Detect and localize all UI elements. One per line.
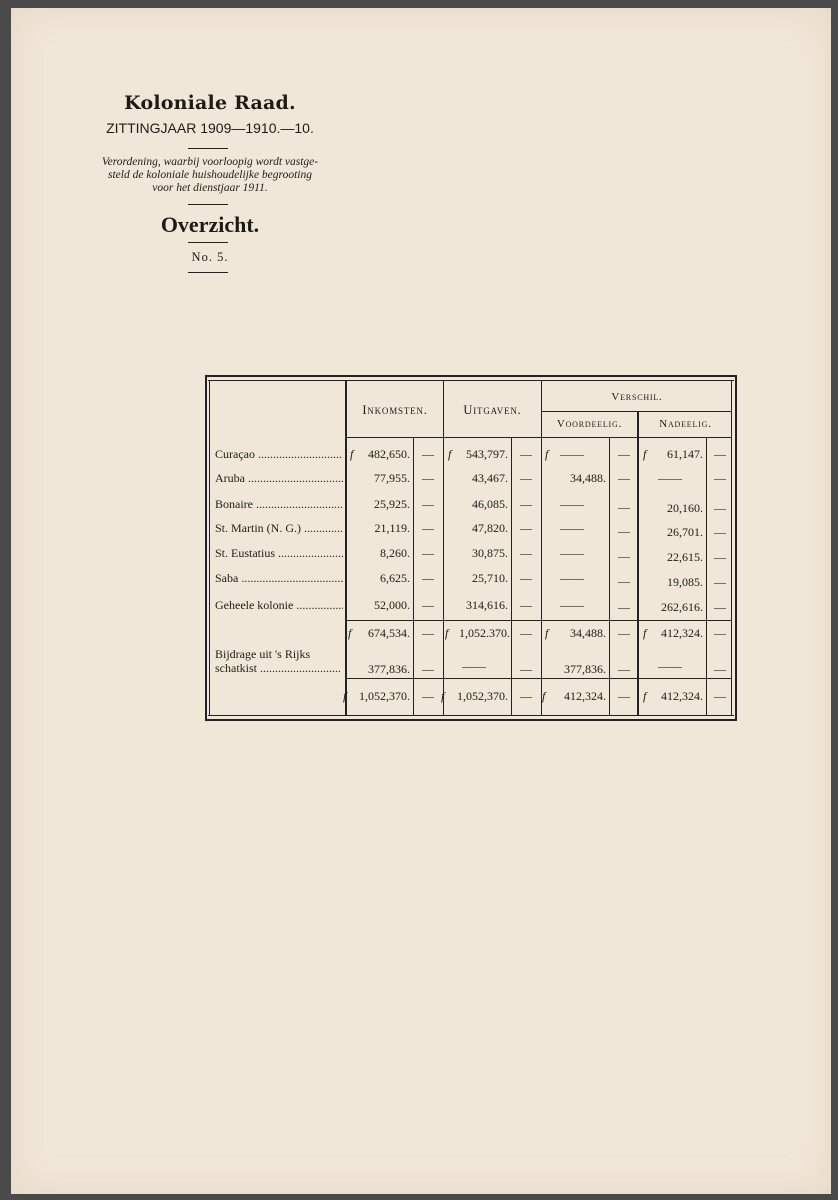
cell-dash: — bbox=[714, 501, 726, 515]
row-label: Aruba ..... bbox=[215, 471, 343, 486]
subtotal-voordeelig: 34,488. bbox=[570, 626, 606, 640]
subcol-separator bbox=[511, 438, 512, 716]
session-year: ZITTINGJAAR 1909—1910.—10. bbox=[106, 120, 314, 136]
cell-dash: — bbox=[520, 447, 532, 461]
bijdrage-label: schatkist ..... bbox=[215, 661, 340, 676]
cell-uitgaven: 25,710. bbox=[472, 571, 508, 585]
cell-dash: — bbox=[520, 626, 532, 640]
cell-inkomsten: 77,955. bbox=[374, 471, 410, 485]
cell-dash: — bbox=[422, 521, 434, 535]
cell-uitgaven: 314,616. bbox=[466, 598, 508, 612]
subtotal-uitgaven: 1,052.370. bbox=[459, 626, 510, 640]
cell-voordeelig: —— bbox=[560, 571, 584, 585]
header-verschil: Verschil. bbox=[611, 391, 663, 403]
cell-dash: — bbox=[618, 689, 630, 703]
cell-nadeelig: —— bbox=[658, 471, 682, 485]
cell-nadeelig: 262,616. bbox=[661, 600, 703, 614]
florin-sign: f bbox=[542, 689, 546, 703]
cell-dash: — bbox=[618, 524, 630, 538]
table-border-bottom bbox=[205, 719, 737, 721]
table-border-bottom-inner bbox=[208, 715, 734, 716]
total-inkomsten: 1,052,370. bbox=[359, 689, 410, 703]
row-label: St. Martin (N. G.) ..... bbox=[215, 521, 343, 536]
cell-dash: — bbox=[422, 626, 434, 640]
bijdrage-uitgaven: —— bbox=[462, 659, 486, 673]
cell-dash: — bbox=[714, 689, 726, 703]
cell-inkomsten: 25,925. bbox=[374, 497, 410, 511]
cell-dash: — bbox=[520, 521, 532, 535]
total-rule bbox=[345, 678, 732, 679]
cell-uitgaven: 46,085. bbox=[472, 497, 508, 511]
florin-sign: f bbox=[643, 447, 647, 461]
florin-sign: f bbox=[643, 689, 647, 703]
cell-nadeelig: 26,701. bbox=[667, 525, 703, 539]
florin-sign: f bbox=[348, 626, 352, 640]
cell-dash: — bbox=[618, 471, 630, 485]
cell-dash: — bbox=[714, 525, 726, 539]
cell-dash: — bbox=[520, 598, 532, 612]
description-line: steld de koloniale huishoudelijke begrooting bbox=[108, 169, 312, 181]
row-label: St. Eustatius ..... bbox=[215, 546, 343, 561]
cell-dash: — bbox=[714, 550, 726, 564]
cell-inkomsten: 482,650. bbox=[368, 447, 410, 461]
cell-inkomsten: 21,119. bbox=[374, 521, 410, 535]
cell-inkomsten: 6,625. bbox=[380, 571, 410, 585]
cell-dash: — bbox=[422, 598, 434, 612]
cell-inkomsten: 8,260. bbox=[380, 546, 410, 560]
row-label: Geheele kolonie ..... bbox=[215, 598, 343, 613]
cell-dash: — bbox=[520, 689, 532, 703]
florin-sign: f bbox=[441, 689, 445, 703]
header-inkomsten: Inkomsten. bbox=[362, 403, 428, 417]
cell-voordeelig: —— bbox=[560, 521, 584, 535]
cell-dash: — bbox=[714, 626, 726, 640]
cell-uitgaven: 543,797. bbox=[466, 447, 508, 461]
col-separator bbox=[443, 380, 444, 716]
florin-sign: f bbox=[643, 626, 647, 640]
cell-inkomsten: 52,000. bbox=[374, 598, 410, 612]
row-label: Bonaire ..... bbox=[215, 497, 343, 512]
subcol-separator bbox=[413, 438, 414, 716]
table-border-top-inner bbox=[208, 380, 734, 381]
florin-sign: f bbox=[350, 447, 354, 461]
overview-heading: Overzicht. bbox=[160, 212, 260, 237]
header-voordeelig: Voordeelig. bbox=[556, 418, 623, 430]
cell-dash: — bbox=[618, 574, 630, 588]
cell-dash: — bbox=[520, 471, 532, 485]
cell-nadeelig: 20,160. bbox=[667, 501, 703, 515]
cell-voordeelig: 34,488. bbox=[570, 471, 606, 485]
florin-sign: f bbox=[448, 447, 452, 461]
cell-uitgaven: 43,467. bbox=[472, 471, 508, 485]
cell-dash: — bbox=[618, 549, 630, 563]
cell-nadeelig: 22,615. bbox=[667, 550, 703, 564]
cell-dash: — bbox=[520, 546, 532, 560]
bijdrage-nadeelig: —— bbox=[658, 659, 682, 673]
council-title: Koloniale Raad. bbox=[124, 92, 296, 114]
col-separator bbox=[541, 380, 542, 716]
florin-sign: f bbox=[545, 626, 549, 640]
table-border-top bbox=[205, 375, 737, 377]
cell-dash: — bbox=[618, 600, 630, 614]
cell-dash: — bbox=[422, 546, 434, 560]
bijdrage-inkomsten: 377,836. bbox=[368, 662, 410, 676]
total-uitgaven: 1,052,370. bbox=[457, 689, 508, 703]
subcol-separator bbox=[706, 438, 707, 716]
cell-nadeelig: 61,147. bbox=[667, 447, 703, 461]
cell-dash: — bbox=[520, 662, 532, 676]
table-border-left bbox=[205, 375, 207, 721]
cell-dash: — bbox=[422, 497, 434, 511]
florin-sign: f bbox=[545, 447, 549, 461]
description-line: voor het dienstjaar 1911. bbox=[152, 182, 268, 194]
cell-nadeelig: 19,085. bbox=[667, 575, 703, 589]
florin-sign: f bbox=[343, 689, 347, 703]
cell-voordeelig: —— bbox=[560, 497, 584, 511]
cell-dash: — bbox=[422, 662, 434, 676]
cell-dash: — bbox=[422, 689, 434, 703]
cell-dash: — bbox=[714, 662, 726, 676]
cell-voordeelig: —— bbox=[560, 598, 584, 612]
cell-dash: — bbox=[714, 575, 726, 589]
cell-uitgaven: 47,820. bbox=[472, 521, 508, 535]
table-border-right-inner bbox=[731, 380, 732, 716]
description-line: Verordening, waarbij voorloopig wordt vastge- bbox=[101, 156, 319, 168]
row-label: Saba ..... bbox=[215, 571, 343, 586]
subcol-separator bbox=[609, 438, 610, 716]
table-border-left-inner bbox=[209, 380, 210, 716]
col-separator bbox=[637, 411, 639, 716]
subtotal-inkomsten: 674,534. bbox=[368, 626, 410, 640]
cell-dash: — bbox=[422, 447, 434, 461]
col-separator bbox=[345, 380, 347, 716]
row-label: Curaçao ..... bbox=[215, 447, 343, 462]
cell-dash: — bbox=[618, 447, 630, 461]
florin-sign: f bbox=[445, 626, 449, 640]
cell-voordeelig: —— bbox=[560, 447, 584, 461]
header-nadeelig: Nadeelig. bbox=[659, 418, 712, 430]
subtotal-rule bbox=[345, 620, 732, 621]
cell-uitgaven: 30,875. bbox=[472, 546, 508, 560]
cell-dash: — bbox=[422, 571, 434, 585]
bijdrage-label: Bijdrage uit 's Rijks bbox=[215, 647, 311, 661]
cell-dash: — bbox=[422, 471, 434, 485]
total-voordeelig: 412,324. bbox=[564, 689, 606, 703]
cell-dash: — bbox=[714, 447, 726, 461]
cell-dash: — bbox=[618, 626, 630, 640]
subtotal-nadeelig: 412,324. bbox=[661, 626, 703, 640]
cell-dash: — bbox=[520, 571, 532, 585]
cell-dash: — bbox=[618, 662, 630, 676]
total-nadeelig: 412,324. bbox=[661, 689, 703, 703]
cell-dash: — bbox=[618, 500, 630, 514]
header-rule bbox=[345, 437, 732, 438]
cell-dash: — bbox=[714, 600, 726, 614]
header-uitgaven: Uitgaven. bbox=[463, 403, 522, 417]
document-number: No. 5. bbox=[191, 250, 229, 264]
cell-voordeelig: —— bbox=[560, 546, 584, 560]
cell-dash: — bbox=[714, 471, 726, 485]
cell-dash: — bbox=[520, 497, 532, 511]
bijdrage-voordeelig: 377,836. bbox=[564, 662, 606, 676]
table-border-right bbox=[735, 375, 737, 721]
